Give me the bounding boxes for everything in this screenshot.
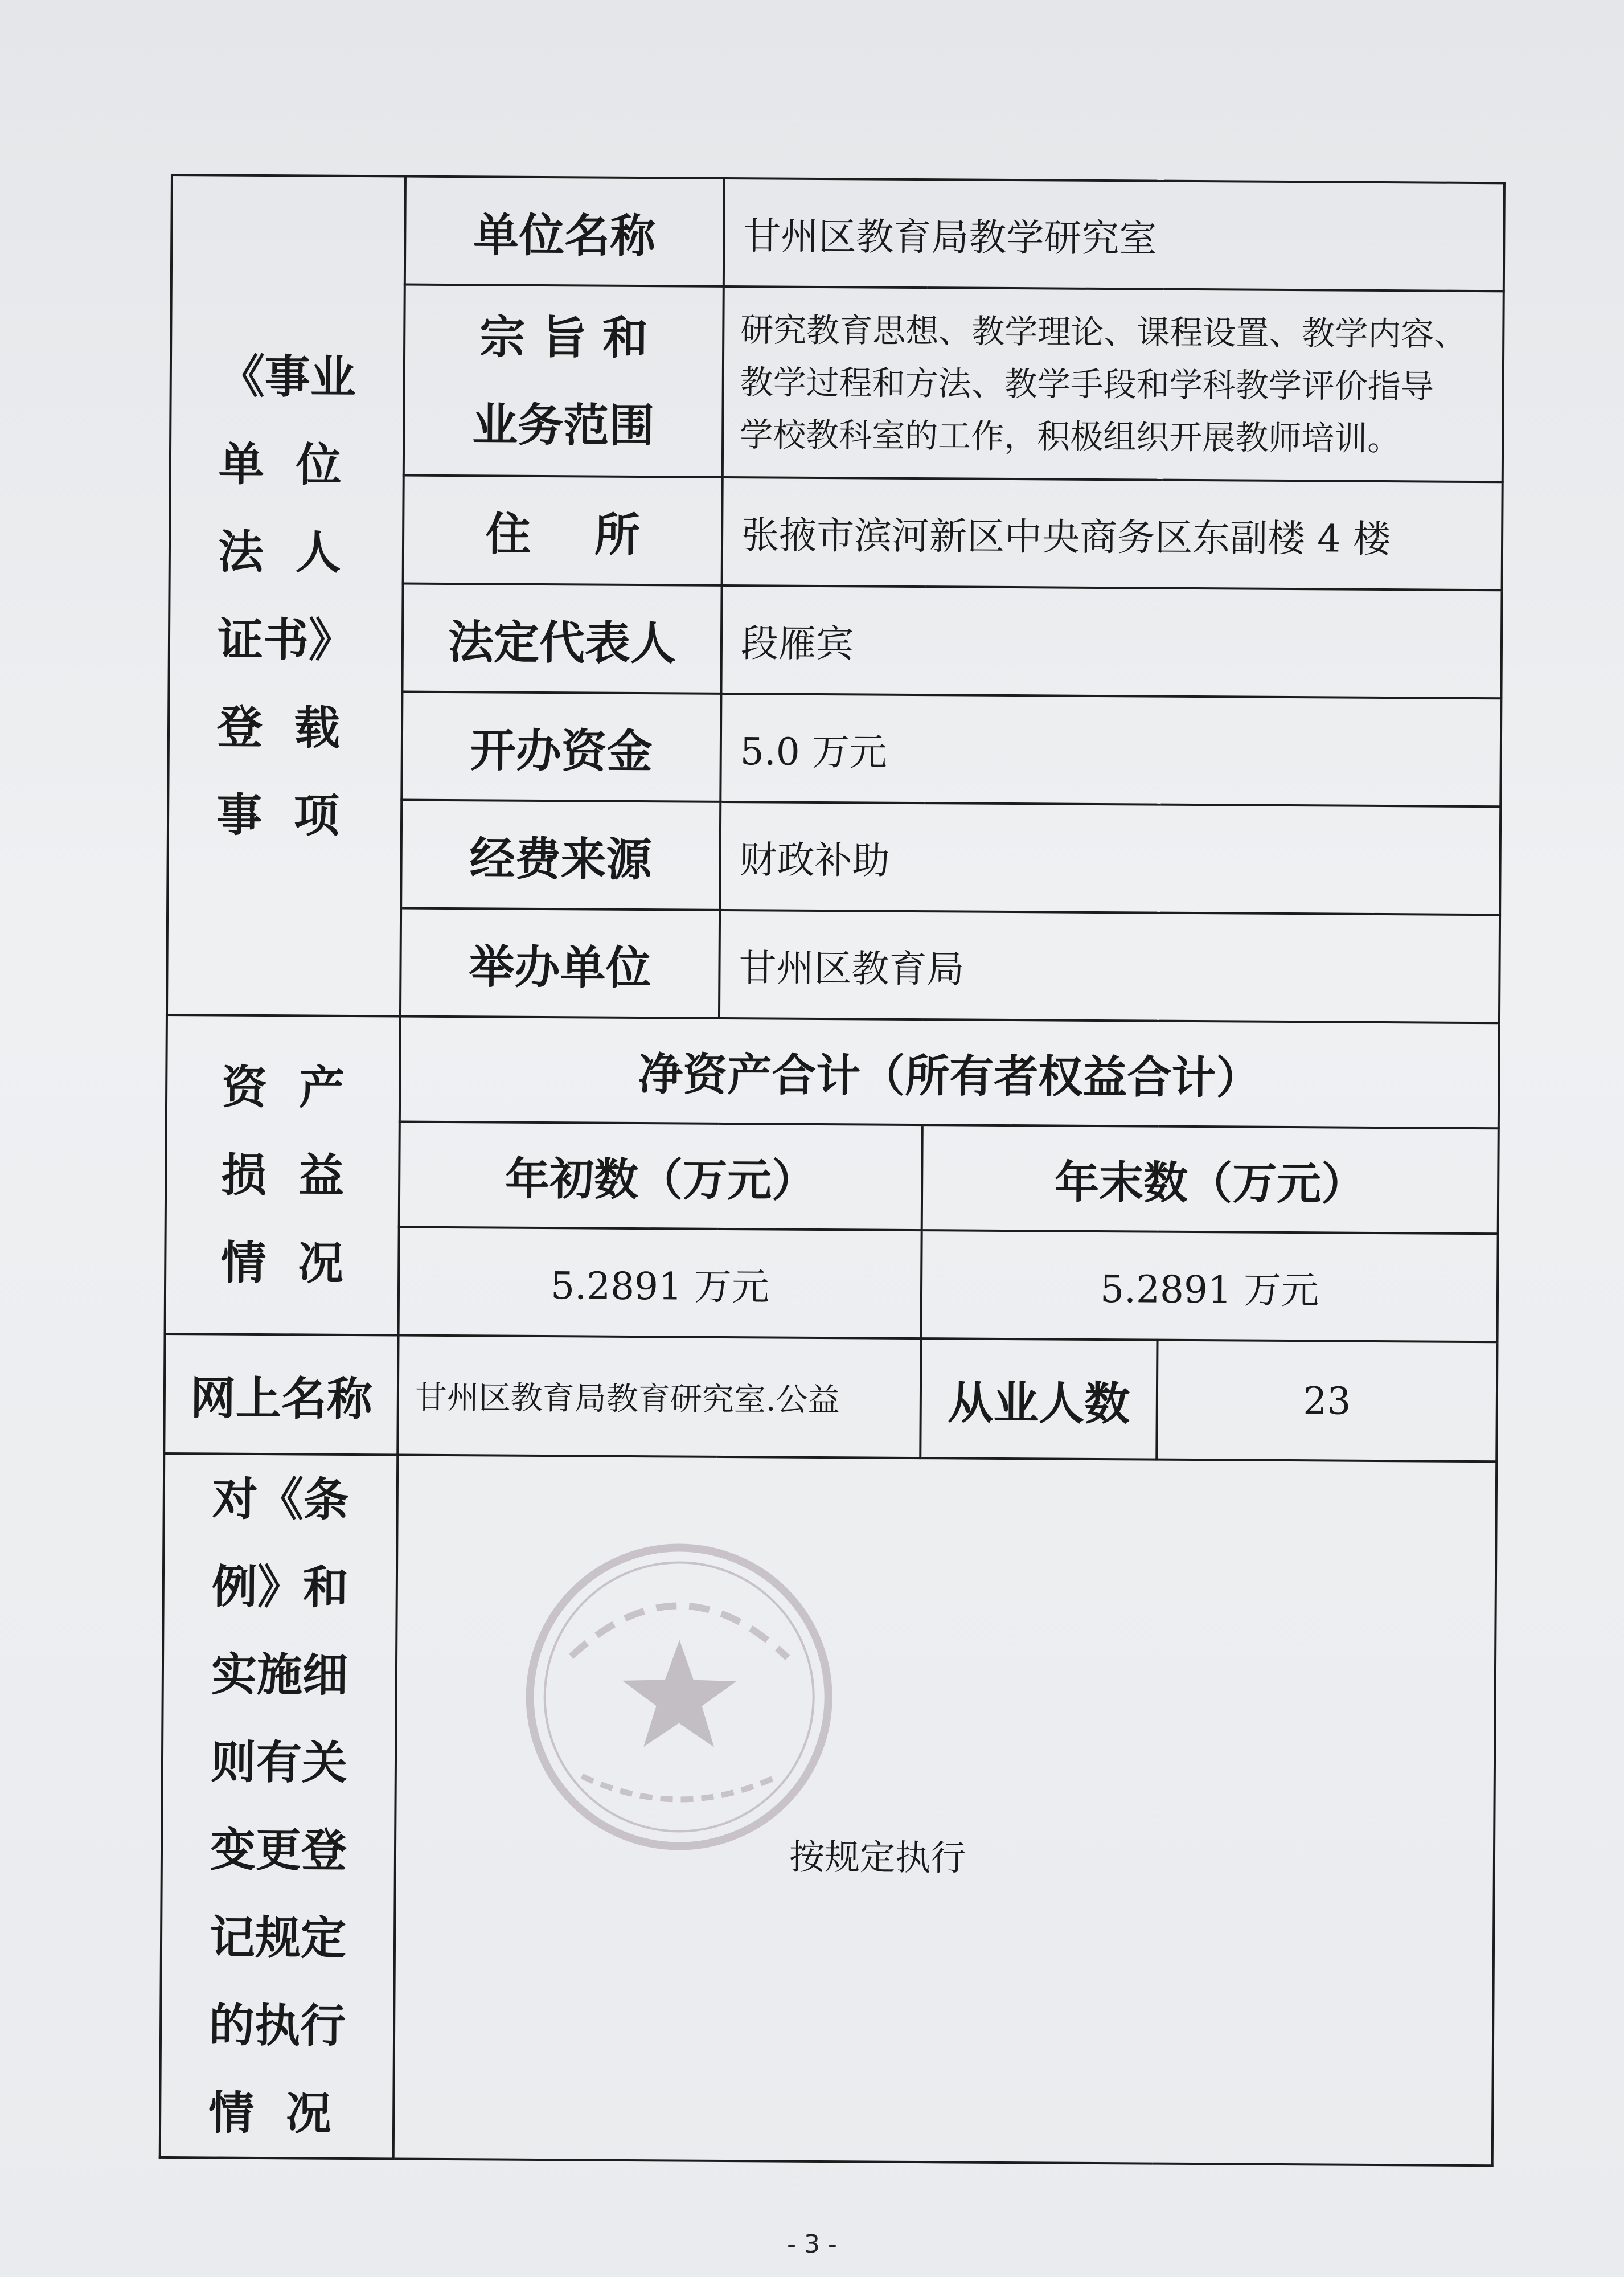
row-execution bbox=[160, 1453, 1497, 2165]
execution-value: 按规定执行 bbox=[789, 1836, 966, 1879]
address-label: 住 所 bbox=[403, 476, 723, 585]
funds-value: 5.0 万元 bbox=[720, 694, 1501, 806]
row-online-name bbox=[164, 1334, 1497, 1461]
assets-section-label: 资 产 损 益 情 况 bbox=[165, 1015, 400, 1335]
page-number: - 3 - bbox=[787, 2230, 837, 2259]
legal-rep-value: 段雁宾 bbox=[721, 585, 1502, 698]
staff-count-value: 23 bbox=[1157, 1340, 1497, 1462]
row-unit-name bbox=[171, 175, 1504, 291]
purpose-scope-label: 宗 旨 和 业务范围 bbox=[404, 285, 724, 477]
address-value: 张掖市滨河新区中央商务区东副楼 4 楼 bbox=[722, 477, 1503, 590]
purpose-scope-value: 研究教育思想、教学理论、课程设置、教学内容、 教学过程和方法、教学手段和学科教学评价指导 学校教科室的工作，积极组织开展教师培训。 bbox=[723, 286, 1504, 482]
online-name-value: 甘州区教育局教育研究室.公益 bbox=[397, 1335, 921, 1458]
sponsor-value: 甘州区教育局 bbox=[719, 910, 1500, 1023]
execution-section-label: 对《条 例》和 实施细 则有关 变更登 记规定 的执行 情 况 bbox=[160, 1453, 398, 2159]
net-assets-header: 净资产合计（所有者权益合计） bbox=[400, 1016, 1499, 1128]
start-of-year-label: 年初数（万元） bbox=[399, 1121, 922, 1230]
unit-name-label: 单位名称 bbox=[405, 177, 724, 286]
funding-source-label: 经费来源 bbox=[401, 800, 720, 910]
execution-value-cell bbox=[393, 1455, 1497, 2165]
end-of-year-value: 5.2891 万元 bbox=[921, 1230, 1498, 1342]
staff-count-label: 从业人数 bbox=[920, 1338, 1157, 1460]
start-of-year-value: 5.2891 万元 bbox=[399, 1227, 922, 1338]
official-seal-stamp bbox=[519, 1537, 839, 1857]
online-name-label: 网上名称 bbox=[164, 1334, 398, 1455]
unit-name-value: 甘州区教育局教学研究室 bbox=[724, 178, 1504, 291]
sponsor-label: 举办单位 bbox=[400, 908, 720, 1018]
funding-source-value: 财政补助 bbox=[720, 802, 1500, 915]
annual-report-form bbox=[159, 174, 1506, 2167]
funds-label: 开办资金 bbox=[401, 691, 721, 801]
row-net-assets-header bbox=[166, 1015, 1499, 1128]
end-of-year-label: 年末数（万元） bbox=[922, 1125, 1499, 1234]
legal-rep-label: 法定代表人 bbox=[402, 584, 721, 694]
registration-section-label: 《事业 单 位 法 人 证书》 登 载 事 项 bbox=[167, 175, 405, 1016]
